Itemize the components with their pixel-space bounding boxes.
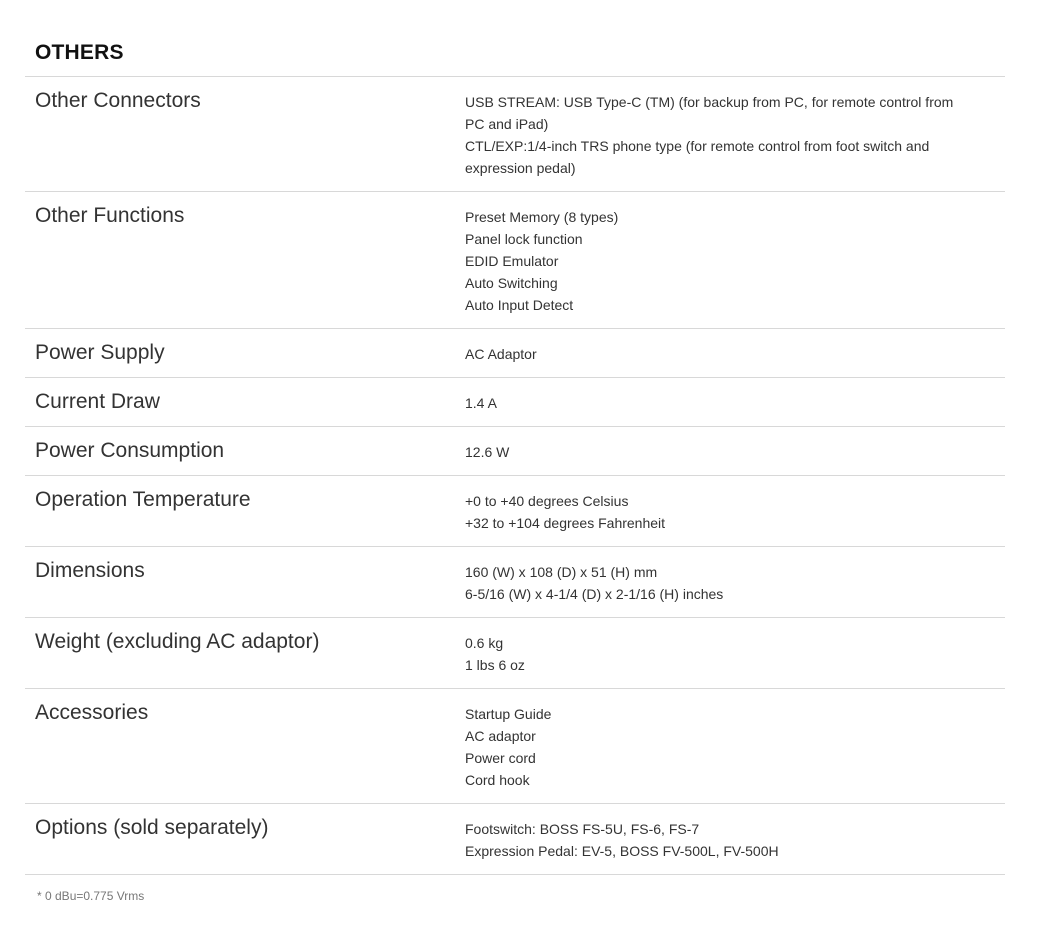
spec-value: CTL/EXP:1/4-inch TRS phone type (for remote control from foot switch and expression pedal): [465, 138, 930, 176]
spec-value: 6-5/16 (W) x 4-1/4 (D) x 2-1/16 (H) inches: [465, 586, 724, 602]
spec-value: 1 lbs 6 oz: [465, 657, 525, 673]
spec-values: [465, 816, 1005, 862]
spec-value: Power cord: [465, 750, 536, 766]
spec-label: Other Functions: [35, 204, 185, 227]
spec-values: [465, 204, 1005, 316]
footnote: * 0 dBu=0.775 Vrms: [37, 889, 145, 903]
spec-row-accessories: [25, 689, 1005, 804]
spec-value: Cord hook: [465, 772, 530, 788]
spec-label: Current Draw: [35, 390, 160, 413]
spec-value: EDID Emulator: [465, 253, 559, 269]
spec-values: [465, 439, 1005, 463]
spec-values: [465, 488, 1005, 534]
spec-value: 1.4 A: [465, 395, 497, 411]
spec-row-other-functions: [25, 192, 1005, 329]
spec-row-options: [25, 804, 1005, 875]
spec-label: Dimensions: [35, 559, 145, 582]
spec-row-other-connectors: [25, 77, 1005, 192]
spec-value: Startup Guide: [465, 706, 552, 722]
spec-value: Footswitch: BOSS FS-5U, FS-6, FS-7: [465, 821, 700, 837]
spec-values: [465, 701, 1005, 791]
spec-values: [465, 341, 1005, 365]
spec-value: USB STREAM: USB Type-C (TM) (for backup from PC, for remote control from PC and iPad): [465, 94, 954, 132]
spec-label: Accessories: [35, 701, 149, 724]
spec-values: [465, 89, 1005, 179]
spec-label: Other Connectors: [35, 89, 201, 112]
spec-label: Operation Temperature: [35, 488, 251, 511]
spec-label: Power Consumption: [35, 439, 225, 462]
spec-values: [465, 630, 1005, 676]
section-title: OTHERS: [35, 41, 124, 64]
spec-value: AC adaptor: [465, 728, 536, 744]
spec-value: Auto Input Detect: [465, 297, 574, 313]
spec-value: +32 to +104 degrees Fahrenheit: [465, 515, 666, 531]
spec-value: 12.6 W: [465, 444, 510, 460]
spec-table: [25, 76, 1005, 875]
spec-value: Auto Switching: [465, 275, 558, 291]
spec-values: [465, 559, 1005, 605]
spec-row-weight: [25, 618, 1005, 689]
spec-label: Power Supply: [35, 341, 165, 364]
spec-label: Options (sold separately): [35, 816, 269, 839]
spec-value: Preset Memory (8 types): [465, 209, 619, 225]
spec-value: Panel lock function: [465, 231, 583, 247]
spec-value: 0.6 kg: [465, 635, 504, 651]
spec-values: [465, 390, 1005, 414]
spec-value: 160 (W) x 108 (D) x 51 (H) mm: [465, 564, 658, 580]
spec-row-power-consumption: [25, 427, 1005, 476]
spec-value: Expression Pedal: EV-5, BOSS FV-500L, FV-500H: [465, 843, 779, 859]
spec-row-current-draw: [25, 378, 1005, 427]
spec-value: +0 to +40 degrees Celsius: [465, 493, 629, 509]
specs-section: [25, 38, 1005, 903]
spec-value: AC Adaptor: [465, 346, 537, 362]
spec-row-operation-temperature: [25, 476, 1005, 547]
spec-row-power-supply: [25, 329, 1005, 378]
spec-row-dimensions: [25, 547, 1005, 618]
spec-label: Weight (excluding AC adaptor): [35, 630, 320, 653]
